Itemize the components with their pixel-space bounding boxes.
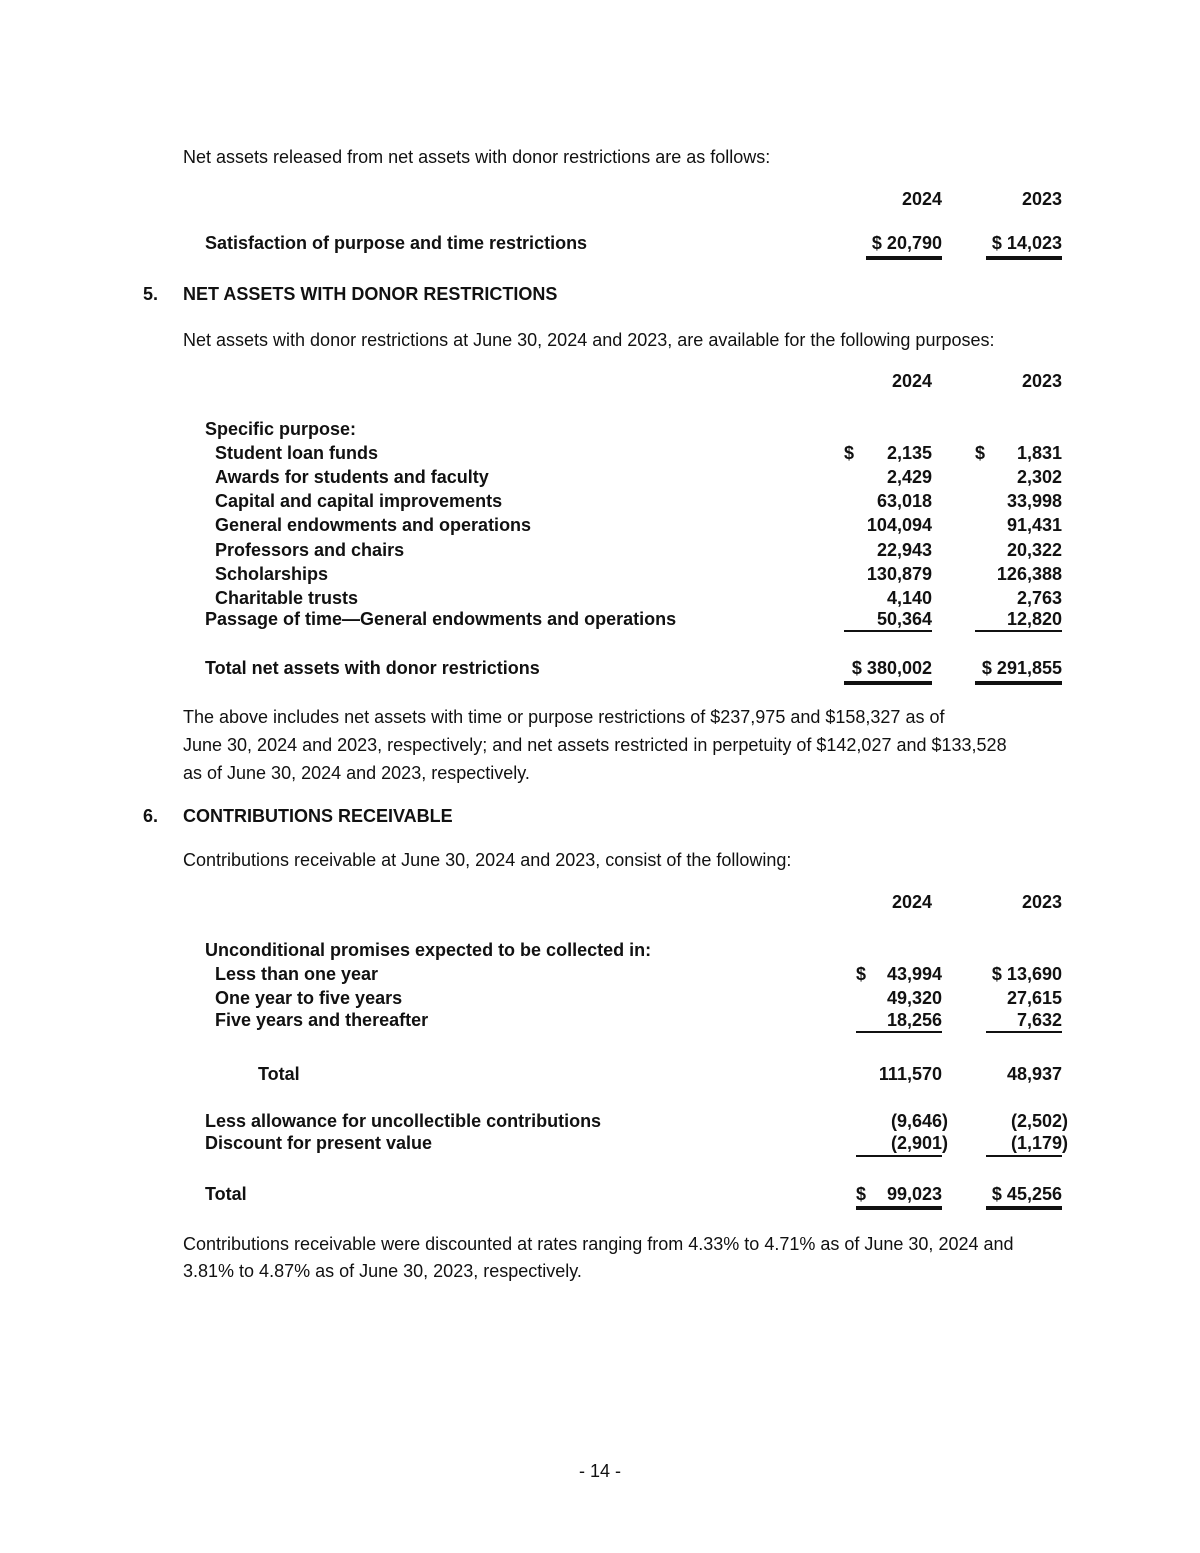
allowance-label: Less allowance for uncollectible contributions: [205, 1111, 602, 1131]
section6-intro: Contributions receivable at June 30, 2024 and 2023, consist of the following:: [183, 850, 792, 870]
released-row-label: Satisfaction of purpose and time restrictions: [205, 233, 588, 253]
section5-number: 5.: [143, 284, 159, 304]
table-cell-2024: 49,320: [886, 988, 942, 1008]
section5-heading: NET ASSETS WITH DONOR RESTRICTIONS: [183, 284, 558, 304]
single-underline: [986, 1155, 1062, 1157]
total-2024: 99,023: [886, 1184, 942, 1204]
table-row-label: Capital and capital improvements: [215, 491, 503, 511]
table-cell-2024: 2,135: [886, 443, 932, 463]
unconditional-promises-label: Unconditional promises expected to be collected in:: [205, 940, 652, 960]
passage-value-2023: 12,820: [1006, 609, 1062, 629]
table-row-label: Student loan funds: [215, 443, 378, 463]
table-row-label: Charitable trusts: [215, 588, 359, 608]
double-underline: [975, 681, 1062, 685]
section6-year-2024: 2024: [891, 892, 932, 912]
section5-year-2024: 2024: [891, 371, 932, 391]
table-row-label: General endowments and operations: [215, 515, 532, 535]
double-underline: [866, 256, 942, 260]
section5-note-line: June 30, 2024 and 2023, respectively; and net assets restricted in perpetuity of $142,027 and $133,528: [183, 735, 1007, 755]
table-row-label: Awards for students and faculty: [215, 467, 489, 487]
discount-2024: (2,901): [890, 1133, 948, 1153]
double-underline: [986, 1206, 1062, 1210]
double-underline: [844, 681, 932, 685]
dollar-sign: $: [856, 964, 867, 984]
single-underline: [986, 1031, 1062, 1033]
table-cell-2023: 27,615: [1006, 988, 1062, 1008]
table-cell-2024: 22,943: [876, 540, 932, 560]
discount-2023: (1,179): [1010, 1133, 1068, 1153]
table-row-label: Less than one year: [215, 964, 379, 984]
total-2023: $ 45,256: [991, 1184, 1062, 1204]
passage-value-2024: 50,364: [876, 609, 932, 629]
double-underline: [986, 256, 1062, 260]
table-row-label: Scholarships: [215, 564, 329, 584]
allowance-2023: (2,502): [1010, 1111, 1068, 1131]
table-cell-2024: 2,429: [886, 467, 932, 487]
page-number: - 14 -: [578, 1461, 621, 1481]
table-row-label: Five years and thereafter: [215, 1010, 429, 1030]
table-cell-2023: 20,322: [1006, 540, 1062, 560]
passage-of-time-label: Passage of time—General endowments and operations: [205, 609, 677, 629]
total-net-assets-2024: $ 380,002: [851, 658, 932, 678]
table-cell-2023: 1,831: [1016, 443, 1062, 463]
released-value-2024: $ 20,790: [871, 233, 942, 253]
released-value-2023: $ 14,023: [991, 233, 1062, 253]
section6-number: 6.: [143, 806, 159, 826]
dollar-sign: $: [975, 443, 986, 463]
total-net-assets-label: Total net assets with donor restrictions: [205, 658, 540, 678]
section5-intro: Net assets with donor restrictions at June 30, 2024 and 2023, are available for the following purposes:: [183, 330, 995, 350]
total-label: Total: [205, 1184, 247, 1204]
subtotal-2023: 48,937: [1006, 1064, 1062, 1084]
total-net-assets-2023: $ 291,855: [981, 658, 1062, 678]
section5-note-line: as of June 30, 2024 and 2023, respectively.: [183, 763, 530, 783]
single-underline: [856, 1155, 942, 1157]
table-cell-2024: 18,256: [886, 1010, 942, 1030]
table-cell-2023: $ 13,690: [991, 964, 1062, 984]
released-year-2024: 2024: [901, 189, 942, 209]
subtotal-2024: 111,570: [878, 1064, 942, 1084]
table-row-label: One year to five years: [215, 988, 403, 1008]
table-row-label: Professors and chairs: [215, 540, 405, 560]
table-cell-2023: 91,431: [1006, 515, 1062, 535]
single-underline: [975, 630, 1062, 632]
allowance-2024: (9,646): [890, 1111, 948, 1131]
subtotal-label: Total: [258, 1064, 300, 1084]
section6-note-line: Contributions receivable were discounted at rates ranging from 4.33% to 4.71% as of June 30, 2024 and: [183, 1234, 1014, 1254]
table-cell-2024: 4,140: [886, 588, 932, 608]
specific-purpose-label: Specific purpose:: [205, 419, 357, 439]
double-underline: [856, 1206, 942, 1210]
table-cell-2024: 63,018: [876, 491, 932, 511]
table-cell-2023: 7,632: [1016, 1010, 1062, 1030]
table-cell-2024: 130,879: [866, 564, 932, 584]
section6-heading: CONTRIBUTIONS RECEIVABLE: [183, 806, 453, 826]
table-cell-2024: 43,994: [886, 964, 942, 984]
single-underline: [856, 1031, 942, 1033]
discount-label: Discount for present value: [205, 1133, 433, 1153]
dollar-sign: $: [844, 443, 855, 463]
table-cell-2023: 33,998: [1006, 491, 1062, 511]
section5-note-line: The above includes net assets with time or purpose restrictions of $237,975 and $158,327 as of: [183, 707, 945, 727]
table-cell-2024: 104,094: [866, 515, 932, 535]
single-underline: [844, 630, 932, 632]
table-cell-2023: 126,388: [996, 564, 1062, 584]
released-intro: Net assets released from net assets with donor restrictions are as follows:: [183, 147, 771, 167]
released-year-2023: 2023: [1021, 189, 1062, 209]
section5-year-2023: 2023: [1021, 371, 1062, 391]
section6-note-line: 3.81% to 4.87% as of June 30, 2023, respectively.: [183, 1261, 582, 1281]
dollar-sign: $: [856, 1184, 867, 1204]
section6-year-2023: 2023: [1021, 892, 1062, 912]
table-cell-2023: 2,302: [1016, 467, 1062, 487]
table-cell-2023: 2,763: [1016, 588, 1062, 608]
